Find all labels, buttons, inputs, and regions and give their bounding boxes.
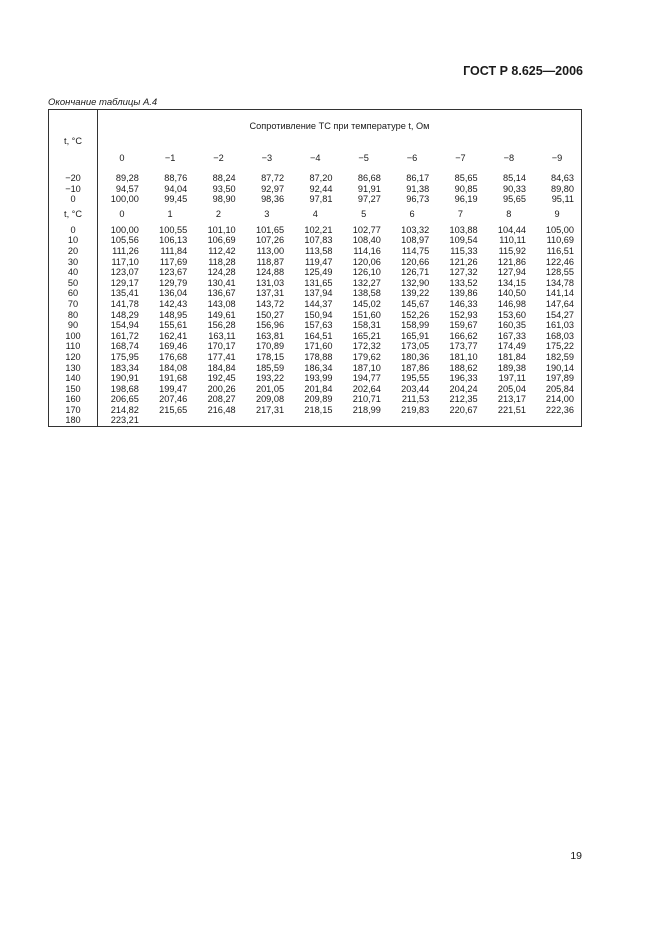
resistance-value: 209,08 (255, 394, 285, 405)
resistance-value: 105,56 (110, 235, 139, 246)
table-row (49, 267, 582, 278)
row-temperature: 110 (49, 341, 98, 352)
resistance-value: 105,00 (545, 224, 574, 235)
row-temperature: 90 (49, 320, 98, 331)
resistance-value: 168,03 (545, 330, 574, 341)
resistance-value: 145,67 (401, 298, 430, 309)
row-temperature: 70 (49, 299, 98, 310)
resistance-value: 171,60 (304, 341, 333, 352)
table-row (49, 384, 582, 395)
resistance-value: 190,91 (110, 373, 139, 384)
resistance-value: 121,86 (497, 256, 527, 267)
resistance-value: 90,85 (454, 183, 478, 194)
column-header: 7 (457, 209, 463, 220)
table-header-row (49, 110, 582, 144)
resistance-value: 107,83 (304, 235, 333, 246)
resistance-value: 96,19 (454, 194, 478, 205)
resistance-value: 98,36 (261, 194, 285, 205)
resistance-value: 192,45 (207, 373, 236, 384)
resistance-value: 126,10 (352, 267, 381, 278)
resistance-value: 124,28 (207, 267, 236, 278)
resistance-value: 150,27 (255, 309, 285, 320)
resistance-value: 208,27 (207, 394, 236, 405)
resistance-value: 154,94 (110, 320, 139, 331)
resistance-value: 170,17 (207, 341, 236, 352)
column-header-row (49, 205, 582, 225)
resistance-value: 141,14 (545, 288, 574, 299)
table-row (49, 173, 582, 184)
resistance-value: 85,65 (454, 173, 478, 183)
resistance-value: 220,67 (449, 404, 478, 415)
resistance-value: 117,69 (159, 256, 188, 267)
row-temperature: 40 (49, 267, 98, 278)
resistance-value: 108,40 (352, 235, 381, 246)
resistance-value: 94,57 (115, 183, 139, 194)
resistance-value: 102,21 (304, 224, 333, 235)
resistance-value: 125,49 (304, 267, 333, 278)
resistance-value: 96,73 (406, 194, 430, 205)
resistance-value: 214,00 (545, 394, 574, 405)
resistance-value: 215,65 (159, 404, 188, 415)
resistance-value: 99,45 (164, 194, 188, 205)
table-row (49, 341, 582, 352)
resistance-value: 111,84 (160, 245, 188, 256)
resistance-value: 86,68 (357, 173, 381, 183)
resistance-value: 137,31 (255, 288, 285, 299)
resistance-value: 132,90 (401, 277, 430, 288)
resistance-table (48, 109, 582, 427)
row-temperature: 0 (49, 194, 98, 205)
table-row (49, 373, 582, 384)
column-header: 0 (119, 209, 125, 220)
resistance-value: 184,84 (207, 362, 236, 373)
resistance-value: 97,27 (357, 194, 381, 205)
resistance-value: 143,08 (207, 298, 236, 309)
resistance-value: 110,69 (546, 235, 574, 246)
row-temperature: 100 (49, 331, 98, 342)
resistance-value (533, 415, 581, 426)
resistance-value: 114,16 (353, 245, 381, 256)
resistance-value: 160,35 (497, 320, 527, 331)
resistance-value: 168,74 (110, 341, 139, 352)
resistance-value: 217,31 (255, 404, 285, 415)
resistance-value: 178,88 (304, 351, 333, 362)
resistance-value: 216,48 (207, 404, 236, 415)
column-header: −7 (455, 152, 466, 163)
resistance-value: 127,94 (497, 267, 527, 278)
resistance-value: 100,00 (110, 224, 139, 235)
resistance-value: 155,61 (159, 320, 188, 331)
resistance-value: 144,37 (304, 298, 333, 309)
row-temperature: 150 (49, 384, 98, 395)
column-header: −6 (406, 152, 418, 163)
resistance-value: 193,99 (304, 373, 333, 384)
resistance-value: 134,78 (545, 277, 574, 288)
temperature-header: t, °C (49, 110, 98, 174)
resistance-value: 159,67 (449, 320, 478, 331)
column-header: 3 (264, 209, 270, 220)
column-header: −2 (213, 152, 224, 163)
table-caption: Окончание таблицы А.4 (48, 97, 158, 108)
table-row (49, 405, 582, 416)
resistance-value: 104,44 (497, 224, 527, 235)
column-header: −9 (551, 152, 563, 163)
column-header: −5 (358, 152, 369, 163)
resistance-value: 186,34 (304, 362, 333, 373)
resistance-value: 197,89 (545, 373, 574, 384)
resistance-value: 134,15 (497, 277, 527, 288)
resistance-value: 203,44 (401, 383, 430, 394)
resistance-value: 193,22 (255, 373, 285, 384)
resistance-value: 97,81 (309, 194, 333, 205)
table-row (49, 310, 582, 321)
resistance-value: 133,52 (449, 277, 478, 288)
resistance-value: 167,33 (497, 330, 527, 341)
resistance-value: 113,58 (305, 245, 333, 256)
resistance-value: 106,13 (159, 235, 188, 246)
column-header-row (49, 143, 582, 173)
resistance-value: 163,11 (208, 330, 236, 341)
resistance-value: 101,65 (255, 224, 285, 235)
resistance-value: 199,47 (159, 383, 188, 394)
table-row (49, 331, 582, 342)
resistance-value: 172,32 (352, 341, 381, 352)
standard-designation: ГОСТ Р 8.625—2006 (463, 64, 583, 78)
resistance-value: 154,27 (545, 309, 574, 320)
resistance-value: 140,50 (497, 288, 527, 299)
resistance-value: 201,84 (304, 383, 333, 394)
column-header: −3 (261, 152, 273, 163)
resistance-value: 86,17 (406, 173, 430, 183)
resistance-value: 206,65 (110, 394, 139, 405)
resistance-value: 88,76 (164, 173, 188, 183)
resistance-value: 142,43 (159, 298, 188, 309)
resistance-value: 213,17 (497, 394, 527, 405)
resistance-value: 214,82 (110, 404, 139, 415)
resistance-value: 149,61 (207, 309, 236, 320)
resistance-value: 135,41 (110, 288, 139, 299)
column-header: 9 (554, 209, 560, 220)
resistance-value: 209,89 (304, 394, 333, 405)
table-row (49, 184, 582, 195)
row-temperature: 140 (49, 373, 98, 384)
resistance-value: 189,38 (497, 362, 527, 373)
row-temperature: 20 (49, 246, 98, 257)
row-temperature: 80 (49, 310, 98, 321)
resistance-value: 202,64 (352, 383, 381, 394)
resistance-value: 123,67 (159, 267, 188, 278)
resistance-value: 191,68 (159, 373, 188, 384)
resistance-value: 153,60 (497, 309, 527, 320)
resistance-value: 207,46 (159, 394, 188, 405)
resistance-value: 179,62 (352, 351, 381, 362)
table-row (49, 257, 582, 268)
resistance-value: 112,42 (208, 245, 236, 256)
resistance-value: 95,65 (503, 194, 527, 205)
resistance-value: 152,26 (401, 309, 430, 320)
resistance-value: 131,65 (304, 277, 333, 288)
resistance-value: 115,92 (498, 245, 527, 256)
resistance-value: 194,77 (352, 373, 381, 384)
resistance-value: 175,95 (110, 351, 139, 362)
resistance-value (436, 415, 484, 426)
row-temperature: −20 (49, 173, 98, 184)
resistance-value: 92,97 (261, 183, 285, 194)
resistance-value: 115,33 (450, 245, 478, 256)
resistance-value: 92,44 (309, 183, 333, 194)
column-header: 2 (215, 209, 222, 220)
row-temperature: 170 (49, 405, 98, 416)
resistance-value: 173,05 (401, 341, 430, 352)
resistance-value: 88,24 (212, 173, 236, 183)
resistance-value: 156,96 (255, 320, 285, 331)
resistance-value: 95,11 (551, 194, 574, 205)
resistance-value: 93,50 (212, 183, 236, 194)
resistance-value: 187,86 (401, 362, 430, 373)
row-temperature: 0 (49, 225, 98, 236)
resistance-value: 131,03 (255, 277, 285, 288)
page-number: 19 (570, 850, 582, 862)
resistance-value: 129,79 (159, 277, 188, 288)
table-row (49, 278, 582, 289)
resistance-value: 102,77 (352, 224, 381, 235)
resistance-value: 211,53 (401, 394, 430, 405)
resistance-value: 111,26 (112, 245, 139, 256)
resistance-value: 85,14 (503, 173, 527, 183)
resistance-value: 205,84 (545, 383, 574, 394)
resistance-value: 201,05 (255, 383, 285, 394)
table-row (49, 363, 582, 374)
column-header: 0 (119, 152, 125, 163)
resistance-value: 198,68 (110, 383, 139, 394)
resistance-value: 188,62 (449, 362, 478, 373)
resistance-value: 132,27 (352, 277, 381, 288)
resistance-value: 103,88 (449, 224, 478, 235)
resistance-value: 163,81 (255, 330, 285, 341)
resistance-value: 128,55 (545, 267, 574, 278)
resistance-value: 109,54 (449, 235, 478, 246)
resistance-value: 148,29 (110, 309, 139, 320)
resistance-value: 158,31 (352, 320, 381, 331)
table-row (49, 352, 582, 363)
row-temperature: 180 (49, 415, 98, 426)
table-row (49, 320, 582, 331)
resistance-value: 100,00 (110, 194, 139, 205)
resistance-value: 196,33 (449, 373, 478, 384)
resistance-value: 158,99 (401, 320, 430, 331)
resistance-value: 137,94 (304, 288, 333, 299)
row-temperature: 160 (49, 394, 98, 405)
resistance-value (339, 415, 387, 426)
resistance-value: 101,10 (207, 224, 236, 235)
resistance-value: 106,69 (207, 235, 236, 246)
resistance-value: 117,10 (111, 256, 139, 267)
resistance-value: 182,59 (545, 351, 574, 362)
resistance-value: 195,55 (401, 373, 430, 384)
resistance-value: 218,99 (352, 404, 381, 415)
column-header: −1 (164, 152, 176, 163)
resistance-value: 108,97 (401, 235, 430, 246)
resistance-value: 165,91 (401, 330, 430, 341)
resistance-value: 173,77 (449, 341, 478, 352)
resistance-value: 136,04 (159, 288, 188, 299)
resistance-value: 210,71 (352, 394, 381, 405)
resistance-value: 222,36 (545, 404, 574, 415)
resistance-value: 136,67 (207, 288, 236, 299)
resistance-value (146, 415, 194, 426)
resistance-value: 87,20 (309, 173, 333, 183)
table-row (49, 235, 582, 246)
resistance-value: 91,91 (357, 183, 381, 194)
resistance-title: Сопротивление ТС при температуре t, Ом (249, 121, 430, 132)
resistance-value: 174,49 (497, 341, 527, 352)
resistance-value: 219,83 (401, 404, 430, 415)
resistance-value: 114,75 (401, 245, 430, 256)
resistance-value: 181,10 (449, 351, 478, 362)
resistance-value (485, 415, 533, 426)
resistance-value: 170,89 (255, 341, 285, 352)
resistance-value: 146,98 (497, 298, 527, 309)
resistance-value: 94,04 (164, 183, 188, 194)
resistance-value (291, 415, 339, 426)
resistance-value: 91,38 (406, 183, 430, 194)
resistance-value: 110,11 (499, 235, 527, 246)
resistance-value: 204,24 (449, 383, 478, 394)
resistance-value: 176,68 (159, 351, 188, 362)
resistance-value: 183,34 (110, 362, 139, 373)
resistance-value: 161,72 (110, 330, 139, 341)
resistance-value: 184,08 (159, 362, 188, 373)
resistance-value: 212,35 (449, 394, 478, 405)
resistance-value: 147,64 (545, 298, 574, 309)
resistance-value: 151,60 (352, 309, 381, 320)
column-header: −4 (310, 152, 321, 163)
temperature-header: t, °C (49, 205, 98, 225)
resistance-value: 107,26 (255, 235, 285, 246)
resistance-value: 185,59 (255, 362, 285, 373)
column-header: 1 (167, 209, 173, 220)
resistance-value: 126,71 (401, 267, 430, 278)
resistance-value: 122,46 (545, 256, 574, 267)
resistance-value: 89,28 (115, 173, 139, 183)
resistance-value: 166,62 (449, 330, 478, 341)
resistance-value: 130,41 (207, 277, 236, 288)
resistance-value: 118,87 (256, 256, 285, 267)
resistance-value: 123,07 (110, 267, 139, 278)
resistance-value: 138,58 (352, 288, 381, 299)
resistance-value: 175,22 (545, 341, 574, 352)
table-row (49, 225, 582, 236)
resistance-value: 152,93 (449, 309, 478, 320)
resistance-value: 162,41 (159, 330, 188, 341)
row-temperature: −10 (49, 184, 98, 195)
table-row (49, 299, 582, 310)
resistance-value: 223,21 (110, 415, 139, 426)
resistance-value: 177,41 (207, 351, 236, 362)
resistance-value: 200,26 (207, 383, 236, 394)
resistance-value: 197,11 (498, 373, 527, 384)
column-header: 8 (506, 209, 512, 220)
resistance-value: 84,63 (551, 173, 574, 183)
resistance-value: 221,51 (497, 404, 527, 415)
resistance-value: 121,26 (449, 256, 478, 267)
resistance-value: 146,33 (449, 298, 478, 309)
resistance-value: 118,28 (208, 256, 236, 267)
row-temperature: 10 (49, 235, 98, 246)
resistance-value: 98,90 (212, 194, 236, 205)
resistance-value: 127,32 (449, 267, 478, 278)
resistance-value: 139,86 (449, 288, 478, 299)
resistance-value: 120,06 (352, 256, 381, 267)
row-temperature: 120 (49, 352, 98, 363)
table-row (49, 394, 582, 405)
column-header: −8 (503, 152, 515, 163)
resistance-value: 143,72 (255, 298, 285, 309)
resistance-value: 124,88 (255, 267, 285, 278)
row-temperature: 130 (49, 363, 98, 374)
resistance-value: 164,51 (304, 330, 333, 341)
column-header: 6 (409, 209, 415, 220)
column-header: 5 (361, 209, 367, 220)
resistance-value: 218,15 (304, 404, 333, 415)
resistance-value: 181,84 (497, 351, 527, 362)
resistance-value: 157,63 (304, 320, 333, 331)
table-row (49, 288, 582, 299)
resistance-value: 150,94 (304, 309, 333, 320)
resistance-value (243, 415, 291, 426)
resistance-value: 120,66 (401, 256, 430, 267)
resistance-value (388, 415, 436, 426)
table-row (49, 415, 582, 426)
resistance-value: 116,51 (546, 245, 574, 256)
resistance-value: 190,14 (545, 362, 574, 373)
resistance-value: 145,02 (352, 298, 381, 309)
resistance-value: 103,32 (401, 224, 430, 235)
resistance-value: 180,36 (401, 351, 430, 362)
resistance-value: 119,47 (305, 256, 333, 267)
resistance-value (194, 415, 242, 426)
resistance-value: 187,10 (352, 362, 381, 373)
resistance-value: 148,95 (159, 309, 188, 320)
resistance-value: 100,55 (159, 224, 188, 235)
resistance-value: 169,46 (159, 341, 188, 352)
row-temperature: 50 (49, 278, 98, 289)
resistance-value: 205,04 (497, 383, 527, 394)
resistance-value: 165,21 (352, 330, 381, 341)
resistance-value: 139,22 (401, 288, 430, 299)
resistance-value: 90,33 (503, 183, 527, 194)
resistance-value: 161,03 (545, 320, 574, 331)
row-temperature: 60 (49, 288, 98, 299)
resistance-value: 156,28 (207, 320, 236, 331)
resistance-value: 113,00 (256, 245, 285, 256)
row-temperature: 30 (49, 257, 98, 268)
resistance-value: 141,78 (110, 298, 139, 309)
column-header: 4 (312, 209, 318, 220)
table-row (49, 246, 582, 257)
resistance-value: 87,72 (261, 173, 285, 183)
resistance-value: 178,15 (255, 351, 285, 362)
resistance-value: 129,17 (110, 277, 139, 288)
resistance-value: 89,80 (551, 183, 574, 194)
table-row (49, 194, 582, 205)
